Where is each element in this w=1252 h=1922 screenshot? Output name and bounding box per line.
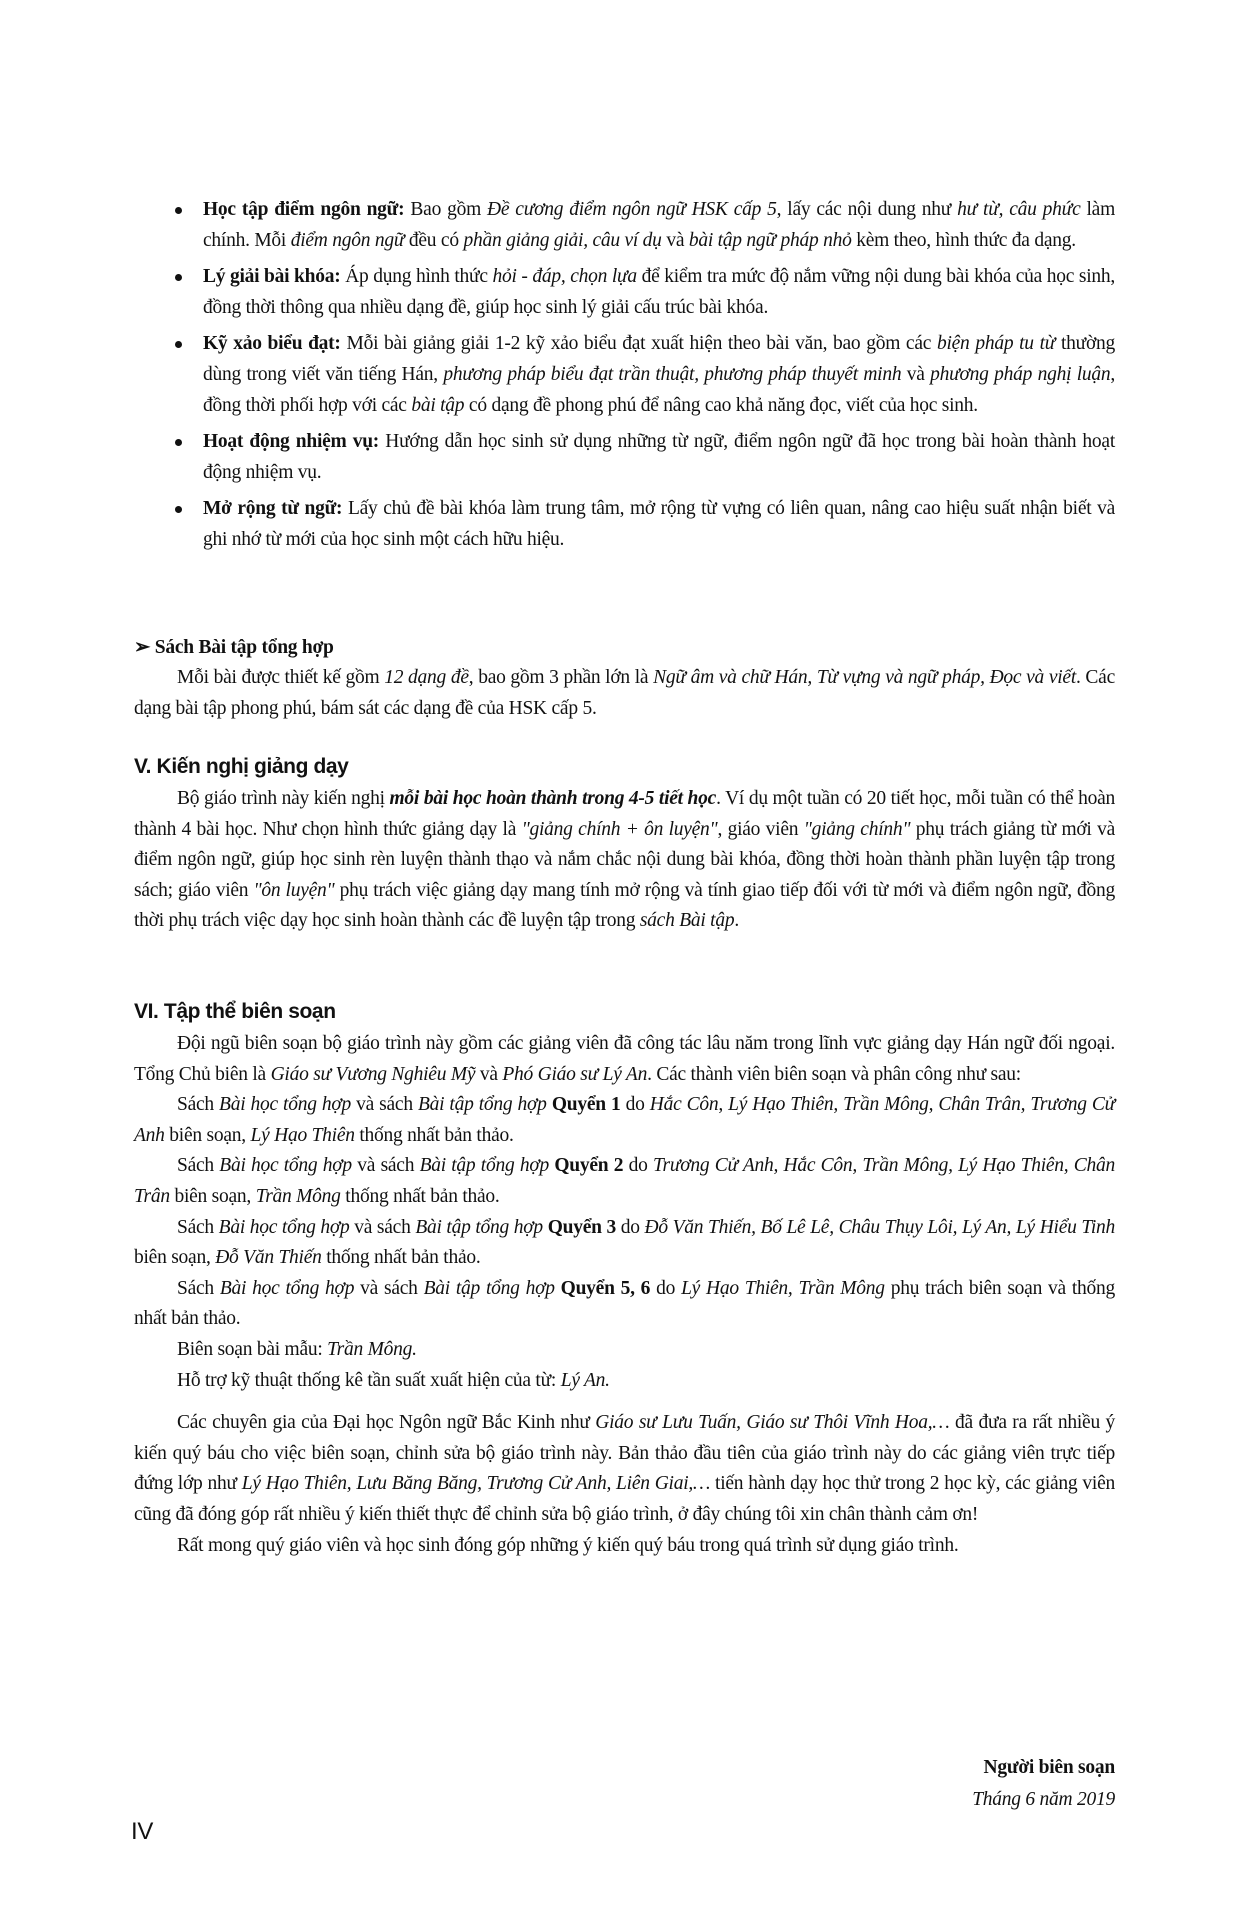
emphasis-text: hư từ, câu phức xyxy=(957,199,1081,220)
text-run: Các chuyên gia của Đại học Ngôn ngữ Bắc Kinh như xyxy=(177,1412,596,1434)
page-number: IV xyxy=(131,1818,154,1845)
emphasis-text: Đề cương điểm ngôn ngữ HSK cấp 5 xyxy=(487,199,777,220)
text-run: Áp dụng hình thức xyxy=(340,266,493,288)
paragraph xyxy=(134,1531,1115,1562)
text-run: biên soạn, xyxy=(134,1247,216,1269)
text-run: Biên soạn bài mẫu: xyxy=(177,1338,328,1360)
text-run: tiến hành dạy học thử trong 2 học kỳ, các giảng viên cũng đã đóng góp rất nhiều ý kiến thiết thực để chỉnh sửa bộ giáo trình, ở đây chúng tôi xin chân thành cảm ơn! xyxy=(134,1473,1115,1525)
text-run: Đội ngũ biên soạn bộ giáo trình này gồm các giảng viên đã công tác lâu năm trong lĩnh vực giảng dạy Hán ngữ đối ngoại. Tổng Chủ biên là xyxy=(134,1033,1115,1085)
emphasis-text: Lý Hạo Thiên, Lưu Băng Băng, Trương Cử Anh, Liên Giai,… xyxy=(241,1473,711,1495)
signature-block xyxy=(972,1752,1115,1816)
section-v-heading: V. Kiến nghị giảng dạy xyxy=(134,755,349,778)
section-v xyxy=(134,750,1115,937)
bold-text: Quyển 2 xyxy=(554,1155,624,1177)
text-run: đã đưa ra rất nhiều ý kiến quý báu cho việc biên soạn, chỉnh sửa bộ giáo trình này. Bản thảo đầu tiên của giáo trình này do các giảng viên trực tiếp đứng lớp như xyxy=(134,1412,1116,1495)
text-run: thống nhất bản thảo. xyxy=(354,1124,514,1146)
paragraph xyxy=(134,1213,1115,1274)
paragraph xyxy=(134,784,1115,937)
bullet-dot-icon xyxy=(175,341,182,348)
bullet-item xyxy=(134,427,1115,488)
text-run: Sách xyxy=(177,1094,220,1116)
bold-text: Quyển 3 xyxy=(547,1216,616,1238)
emphasis-text: Bài tập tổng hợp xyxy=(419,1155,549,1177)
emphasis-text: Trương Cử Anh, Hắc Côn, Trần Mông, Lý Hạo Thiên, Chân Trân xyxy=(134,1155,1116,1207)
bold-text: Mở rộng từ ngữ: xyxy=(203,498,343,520)
emphasis-text: "ôn luyện" xyxy=(253,879,335,901)
emphasis-text: Bài học tổng hợp xyxy=(219,1094,351,1116)
text-run: . Các dạng bài tập phong phú, bám sát các dạng đề của HSK cấp 5. xyxy=(134,667,1115,719)
bullet-item xyxy=(134,494,1115,555)
paragraph xyxy=(134,1090,1115,1151)
emphasis-text: phương pháp nghị luận xyxy=(930,363,1111,385)
paragraph xyxy=(134,1366,1115,1397)
signature-author: Người biên soạn xyxy=(983,1757,1115,1778)
emphasis-text: Bài học tổng hợp xyxy=(219,1155,352,1177)
text-run: Mỗi bài được thiết kế gồm xyxy=(177,667,385,688)
text-run: có dạng đề phong phú để nâng cao khả năng đọc, viết của học sinh. xyxy=(464,394,978,416)
emphasis-text: Trần Mông. xyxy=(327,1338,417,1360)
text-run: và xyxy=(901,363,931,385)
text-run: , đồng thời phối hợp với các xyxy=(203,363,1115,416)
text-run: Hướng dẫn học sinh sử dụng những từ ngữ, điểm ngôn ngữ đã học trong bài hoàn thành hoạt động nhiệm vụ. xyxy=(203,431,1115,483)
paragraph xyxy=(134,1151,1115,1212)
text-run: thống nhất bản thảo. xyxy=(340,1185,500,1207)
text-run: phụ trách việc giảng dạy mang tính mở rộng và tính giao tiếp đối với từ mới và điểm ngôn ngữ, đồng thời phụ trách việc dạy học sinh hoàn thành các đề luyện tập trong xyxy=(134,879,1116,932)
emphasis-text: Bài tập tổng hợp xyxy=(415,1216,543,1238)
emphasis-text: Lý An. xyxy=(560,1369,610,1391)
text-run: Bộ giáo trình này kiến nghị xyxy=(177,788,390,809)
text-run: Rất mong quý giáo viên và học sinh đóng góp những ý kiến quý báu trong quá trình sử dụng giáo trình. xyxy=(177,1534,959,1556)
paragraph xyxy=(134,663,1115,724)
emphasis-text: Đỗ Văn Thiến, Bố Lê Lê, Châu Thụy Lôi, Lý An, Lý Hiểu Tinh xyxy=(644,1216,1116,1238)
text-run: và sách xyxy=(351,1155,420,1177)
text-run: . xyxy=(734,910,739,932)
text-run: đều có xyxy=(404,229,464,251)
bullet-dot-icon xyxy=(175,207,182,214)
paragraph xyxy=(134,1274,1115,1335)
emphasis-text: phần giảng giải, câu ví dụ xyxy=(463,229,662,251)
arrow-marker-icon: ➢ xyxy=(134,637,151,658)
text-run: biên soạn, xyxy=(169,1185,256,1207)
section-vi xyxy=(134,995,1115,1561)
text-run: , giáo viên xyxy=(717,818,804,840)
emphasis-text: Đỗ Văn Thiến xyxy=(215,1247,322,1269)
bullet-dot-icon xyxy=(175,274,182,281)
paragraph xyxy=(134,1335,1115,1366)
text-run: phụ trách biên soạn và thống nhất bản thảo. xyxy=(134,1277,1116,1330)
text-run: , lấy các nội dung như xyxy=(776,199,958,220)
emphasis-text: Lý Hạo Thiên xyxy=(250,1124,355,1146)
text-run: và xyxy=(661,229,689,251)
text-run: để kiểm tra mức độ nắm vững nội dung bài khóa của học sinh, đồng thời thông qua nhiều dạng đề, giúp học sinh lý giải cấu trúc bài khóa. xyxy=(203,266,1115,318)
text-run: và sách xyxy=(349,1216,416,1238)
signature-date: Tháng 6 năm 2019 xyxy=(972,1789,1115,1810)
text-run: biên soạn, xyxy=(164,1124,251,1146)
emphasis-text: hỏi - đáp, chọn lựa xyxy=(492,266,637,288)
text-run: kèm theo, hình thức đa dạng. xyxy=(851,229,1076,251)
text-run: phụ trách giảng từ mới và điểm ngôn ngữ, giúp học sinh rèn luyện thành thạo và nắm chắc nội dung bài khóa, đồng thời hoàn thành phần luyện tập trong sách; giáo viên xyxy=(134,818,1115,901)
emphasis-text: Ngữ âm và chữ Hán, Từ vựng và ngữ pháp, Đọc và viết xyxy=(653,667,1076,688)
emphasis-text: 12 dạng đề xyxy=(384,667,469,688)
emphasis-text: Bài học tổng hợp xyxy=(218,1216,350,1238)
text-run: Sách xyxy=(177,1155,220,1177)
text-run: do xyxy=(623,1155,653,1177)
text-run: do xyxy=(650,1277,682,1299)
bold-text: Quyển 5, 6 xyxy=(560,1277,651,1299)
text-run: . Các thành viên biên soạn và phân công như sau: xyxy=(647,1063,1021,1085)
text-run: thống nhất bản thảo. xyxy=(321,1247,481,1269)
emphasis-text: điểm ngôn ngữ xyxy=(290,229,405,251)
text-run: và sách xyxy=(354,1277,424,1299)
section-vi-heading: VI. Tập thể biên soạn xyxy=(134,1000,336,1023)
text-run: , bao gồm 3 phần lớn là xyxy=(468,667,654,688)
emphasis-text: "giảng chính + ôn luyện" xyxy=(521,818,718,840)
text-run: Bao gồm xyxy=(404,199,488,220)
text-run: và xyxy=(475,1063,503,1085)
emphasis-text: biện pháp tu từ xyxy=(936,333,1056,355)
bold-text: Quyển 1 xyxy=(551,1094,621,1116)
emphasis-text: Bài tập tổng hợp xyxy=(423,1277,555,1299)
text-run: Sách xyxy=(177,1277,220,1299)
text-run: do xyxy=(620,1094,650,1116)
workbook-heading-text: Sách Bài tập tổng hợp xyxy=(154,637,334,658)
text-run: Lấy chủ đề bài khóa làm trung tâm, mở rộng từ vựng có liên quan, nâng cao hiệu suất nhận biết và ghi nhớ từ mới của học sinh một cách hữu hiệu. xyxy=(203,498,1115,550)
emphasis-text: bài tập xyxy=(411,394,465,416)
bold-text: Lý giải bài khóa: xyxy=(203,266,341,288)
bold-text: Kỹ xảo biểu đạt: xyxy=(203,333,341,355)
text-run: và sách xyxy=(351,1094,418,1116)
bold-text: Hoạt động nhiệm vụ: xyxy=(203,431,380,453)
workbook-subheading xyxy=(134,633,1115,663)
bullet-item xyxy=(134,262,1115,323)
text-run: Sách xyxy=(177,1216,219,1238)
emphasis-text: Bài tập tổng hợp xyxy=(417,1094,547,1116)
bullet-dot-icon xyxy=(175,506,182,513)
emphasis-text: Phó Giáo sư Lý An xyxy=(502,1063,648,1085)
paragraph xyxy=(134,1029,1115,1090)
bullet-item xyxy=(134,329,1115,421)
text-run: do xyxy=(615,1216,645,1238)
emphasis-text: Giáo sư Vương Nghiêu Mỹ xyxy=(270,1063,476,1085)
text-run: . Ví dụ một tuần có 20 tiết học, mỗi tuần có thể hoàn thành 4 bài học. Như chọn hình thức giảng dạy là xyxy=(134,788,1115,840)
bold-text: Học tập điểm ngôn ngữ: xyxy=(203,199,405,220)
text-run: Mỗi bài giảng giải 1-2 kỹ xảo biểu đạt xuất hiện theo bài văn, bao gồm các xyxy=(340,333,937,355)
bullet-item xyxy=(134,195,1115,256)
emphasis-text: sách Bài tập xyxy=(639,910,735,932)
workbook-section xyxy=(134,633,1115,724)
paragraph xyxy=(134,1408,1115,1530)
emphasis-text: bài tập ngữ pháp nhỏ xyxy=(688,229,852,251)
emphasis-text: Lý Hạo Thiên, Trần Mông xyxy=(681,1277,885,1299)
emphasis-text: Trần Mông xyxy=(255,1185,341,1207)
emphasis-text: Bài học tổng hợp xyxy=(219,1277,355,1299)
emphasis-text: phương pháp biểu đạt trần thuật, phương pháp thuyết minh xyxy=(443,363,902,385)
text-run: Hỗ trợ kỹ thuật thống kê tần suất xuất hiện của từ: xyxy=(177,1369,561,1391)
bullet-dot-icon xyxy=(175,439,182,446)
feature-bullet-list xyxy=(134,195,1115,562)
emphasis-text: mỗi bài học hoàn thành trong 4-5 tiết học xyxy=(389,788,717,809)
emphasis-text: Hắc Côn, Lý Hạo Thiên, Trần Mông, Chân Trân, Trương Cử Anh xyxy=(134,1094,1116,1146)
text-run: thường dùng trong viết văn tiếng Hán, xyxy=(203,333,1116,385)
text-run: làm chính. Mỗi xyxy=(203,199,1115,251)
emphasis-text: "giảng chính" xyxy=(803,818,911,840)
emphasis-text: Giáo sư Lưu Tuấn, Giáo sư Thôi Vĩnh Hoa,… xyxy=(595,1412,950,1434)
